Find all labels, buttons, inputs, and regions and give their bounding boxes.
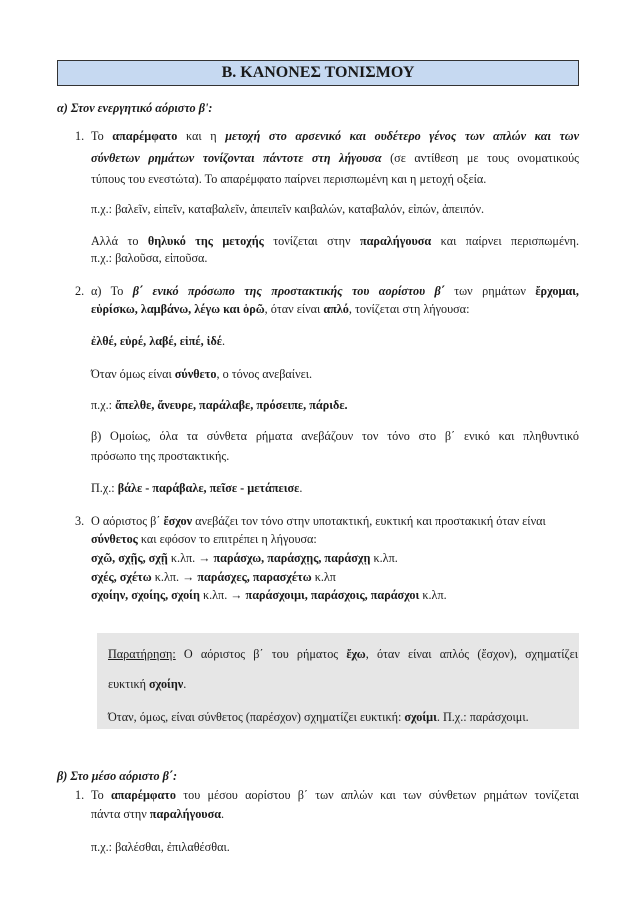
paragraph-line: εὑρίσκω, λαμβάνω, λέγω και ὁρῶ, όταν είναι απλό, τονίζεται στη λήγουσα: <box>91 302 470 316</box>
note-line: Παρατήρηση: Ο αόριστος β΄ του ρήματος ἔχω, όταν είναι απλός (ἔσχον), σχηματίζει <box>108 647 578 661</box>
section-a-heading: α) Στον ενεργητικό αόριστο β': <box>57 101 213 115</box>
example-line: π.χ.: ἄπελθε, ἄνευρε, παράλαβε, πρόσειπε, πάριδε. <box>91 398 348 412</box>
paragraph-line: Όταν όμως είναι σύνθετο, ο τόνος ανεβαίνει. <box>91 367 313 381</box>
forms-line: ἐλθέ, εὑρέ, λαβέ, εἰπέ, ἰδέ. <box>91 334 226 348</box>
item-number: 1. <box>75 129 85 143</box>
paragraph-line: πρόσωπο της προστακτικής. <box>91 449 230 463</box>
forms-line: σχοίην, σχοίης, σχοίη κ.λπ. → παράσχοιμι, παράσχοις, παράσχοι κ.λπ. <box>91 588 447 602</box>
item-number: 2. <box>75 284 85 298</box>
paragraph-line: σύνθετος και εφόσον το επιτρέπει η λήγουσα: <box>91 532 317 546</box>
forms-line: σχῶ, σχῇς, σχῇ κ.λπ. → παράσχω, παράσχῃς, παράσχῃ κ.λπ. <box>91 551 398 565</box>
page-title: Β. ΚΑΝΟΝΕΣ ΤΟΝΙΣΜΟΥ <box>57 60 579 86</box>
paragraph-line: πάντα στην παραλήγουσα. <box>91 807 225 821</box>
note-line: ευκτική σχοίην. <box>108 677 187 691</box>
paragraph-line: Αλλά το θηλυκό της μετοχής τονίζεται στην παραλήγουσα και παίρνει περισπωμένη. <box>91 234 580 248</box>
forms-line: σχές, σχέτω κ.λπ. → παράσχες, παρασχέτω κ.λπ <box>91 570 336 584</box>
paragraph-line: α) Το β΄ ενικό πρόσωπο της προστακτικής του αορίστου β΄ των ρημάτων ἔρχομαι, <box>91 284 579 298</box>
example-line: Π.χ.: βάλε - παράβαλε, πεῖσε - μετάπεισε. <box>91 481 303 495</box>
example-line: π.χ.: βαλοῦσα, εἰποῦσα. <box>91 251 208 265</box>
note-line: Όταν, όμως, είναι σύνθετος (παρέσχον) σχηματίζει ευκτική: σχοίμι. Π.χ.: παράσχοιμι. <box>108 710 529 724</box>
paragraph-line: Ο αόριστος β΄ ἔσχον ανεβάζει τον τόνο στην υποτακτική, ευκτική και προστακική όταν είναι <box>91 514 546 528</box>
paragraph-line: σύνθετων ρημάτων τονίζονται πάντοτε στη λήγουσα (σε αντίθεση με τους ονοματικούς <box>91 151 579 165</box>
paragraph-line: τύπους του ενεστώτα). Το απαρέμφατο παίρνει περισπωμένη και η μετοχή οξεία. <box>91 172 487 186</box>
example-line: π.χ.: βαλεῖν, εἰπεῖν, καταβαλεῖν, ἀπειπεῖν καιβαλών, καταβαλόν, εἰπών, ἀπειπόν. <box>91 202 485 216</box>
paragraph-line: Το απαρέμφατο του μέσου αορίστου β΄ των απλών και των σύνθετων ρημάτων τονίζεται <box>91 788 579 802</box>
paragraph-line: Το απαρέμφατο και η μετοχή στο αρσενικό και ουδέτερο γένος των απλών και των <box>91 129 579 143</box>
item-number: 3. <box>75 514 85 528</box>
example-line: π.χ.: βαλέσθαι, ἐπιλαθέσθαι. <box>91 840 230 854</box>
section-b-heading: β) Στο μέσο αόριστο β΄: <box>57 769 178 783</box>
paragraph-line: β) Ομοίως, όλα τα σύνθετα ρήματα ανεβάζουν τον τόνο στο β΄ ενικό και πληθυντικό <box>91 429 579 443</box>
item-number: 1. <box>75 788 85 802</box>
